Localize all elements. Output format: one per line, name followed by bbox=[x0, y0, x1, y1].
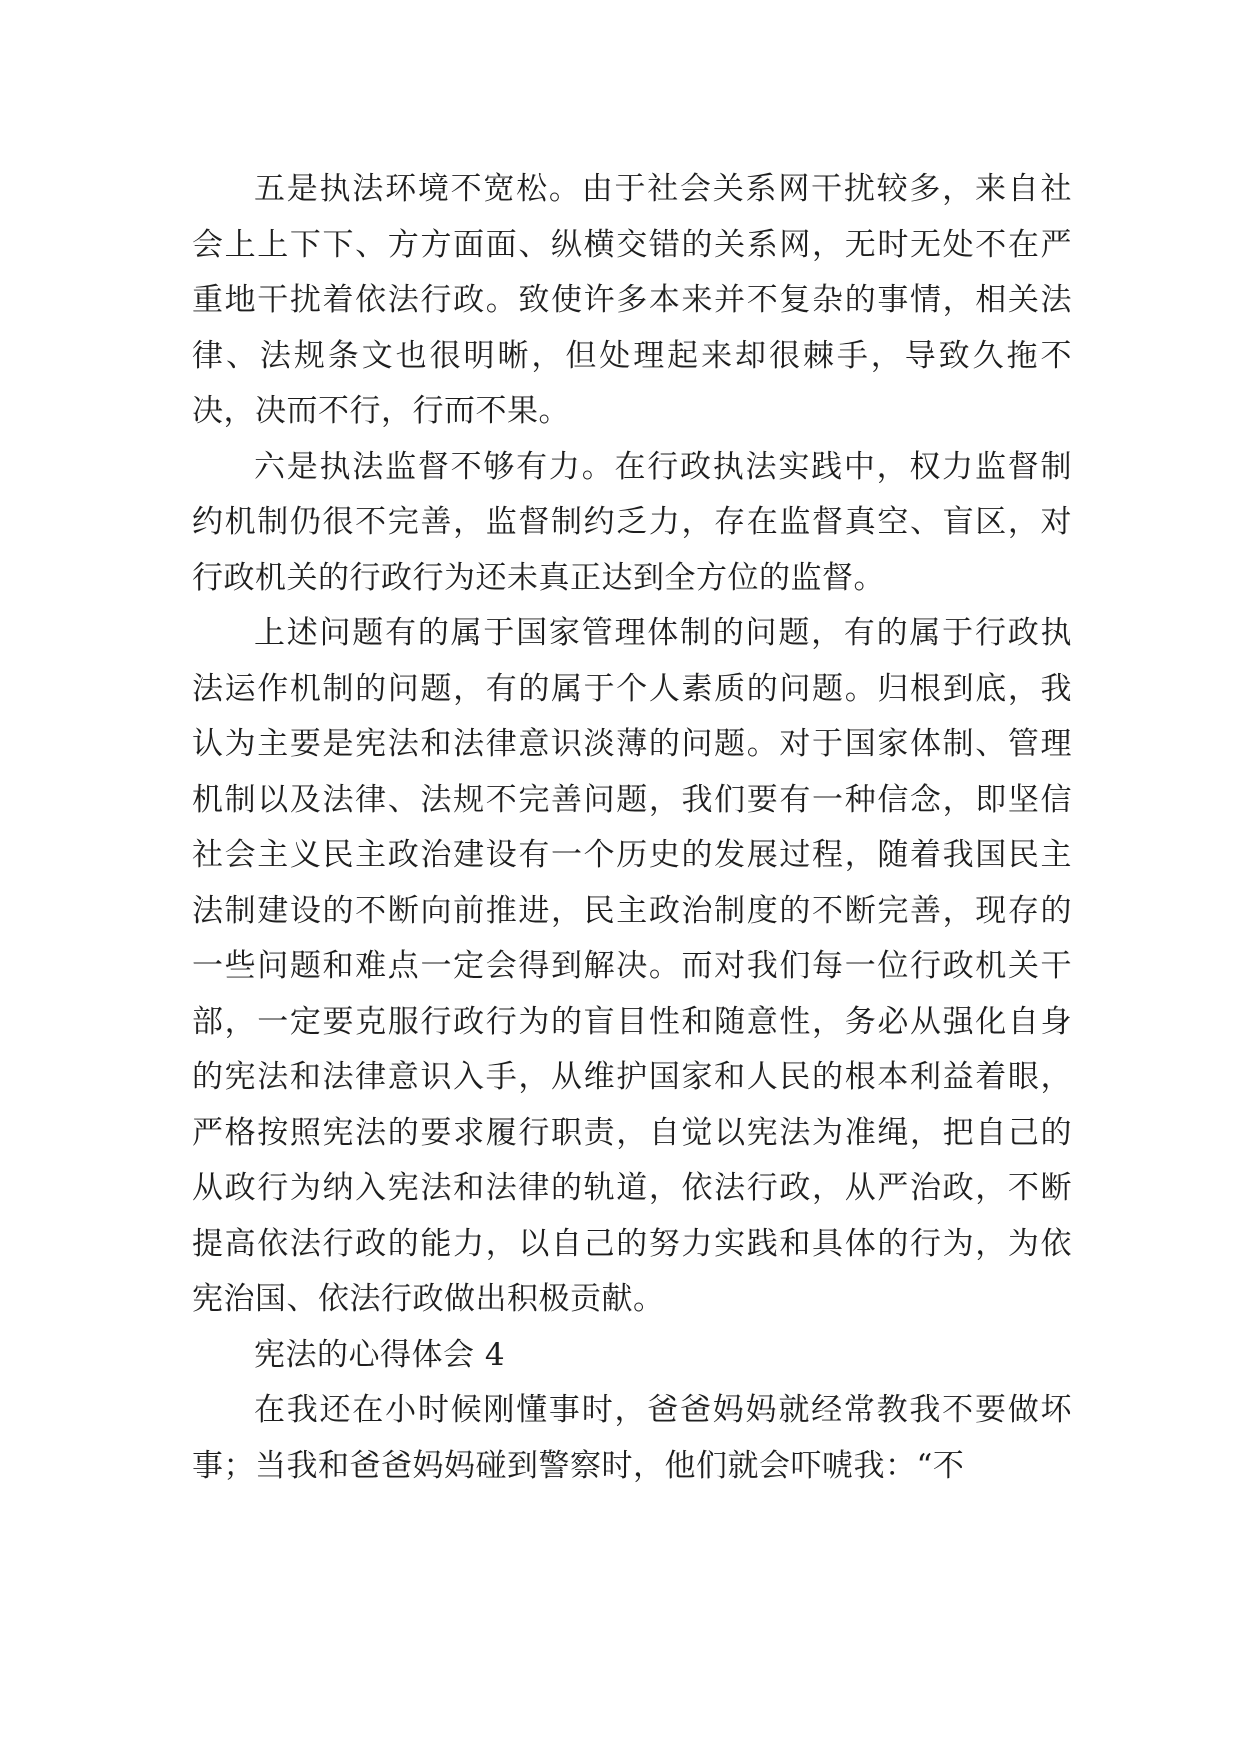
document-body bbox=[192, 162, 1072, 1494]
paragraph-problem-summary: 上述问题有的属于国家管理体制的问题，有的属于行政执法运作机制的问题，有的属于个人素质的问题。归根到底，我认为主要是宪法和法律意识淡薄的问题。对于国家体制、管理机制以及法律、法规不完善问题，我们要有一种信念，即坚信社会主义民主政治建设有一个历史的发展过程，随着我国民主法制建设的不断向前推进，民主政治制度的不断完善，现存的一些问题和难点一定会得到解决。而对我们每一位行政机关干部，一定要克服行政行为的盲目性和随意性，务必从强化自身的宪法和法律意识入手，从维护国家和人民的根本利益着眼，严格按照宪法的要求履行职责，自觉以宪法为准绳，把自己的从政行为纳入宪法和法律的轨道，依法行政，从严治政，不断提高依法行政的能力，以自己的努力实践和具体的行为，为依宪治国、依法行政做出积极贡献。 bbox=[192, 615, 1072, 1317]
paragraph-law-enforcement-supervision: 六是执法监督不够有力。在行政执法实践中，权力监督制约机制仍很不完善，监督制约乏力，存在监督真空、盲区，对行政机关的行政行为还未真正达到全方位的监督。 bbox=[192, 448, 1072, 596]
paragraph-childhood-memory: 在我还在小时候刚懂事时，爸爸妈妈就经常教我不要做坏事；当我和爸爸妈妈碰到警察时，他们就会吓唬我：“不 bbox=[192, 1392, 1072, 1484]
paragraph-law-enforcement-environment: 五是执法环境不宽松。由于社会关系网干扰较多，来自社会上上下下、方方面面、纵横交错的关系网，无时无处不在严重地干扰着依法行政。致使许多本来并不复杂的事情，相关法律、法规条文也很明晰，但处理起来却很棘手，导致久拖不决，决而不行，行而不果。 bbox=[192, 171, 1072, 429]
section-heading: 宪法的心得体会 4 bbox=[254, 1336, 506, 1373]
